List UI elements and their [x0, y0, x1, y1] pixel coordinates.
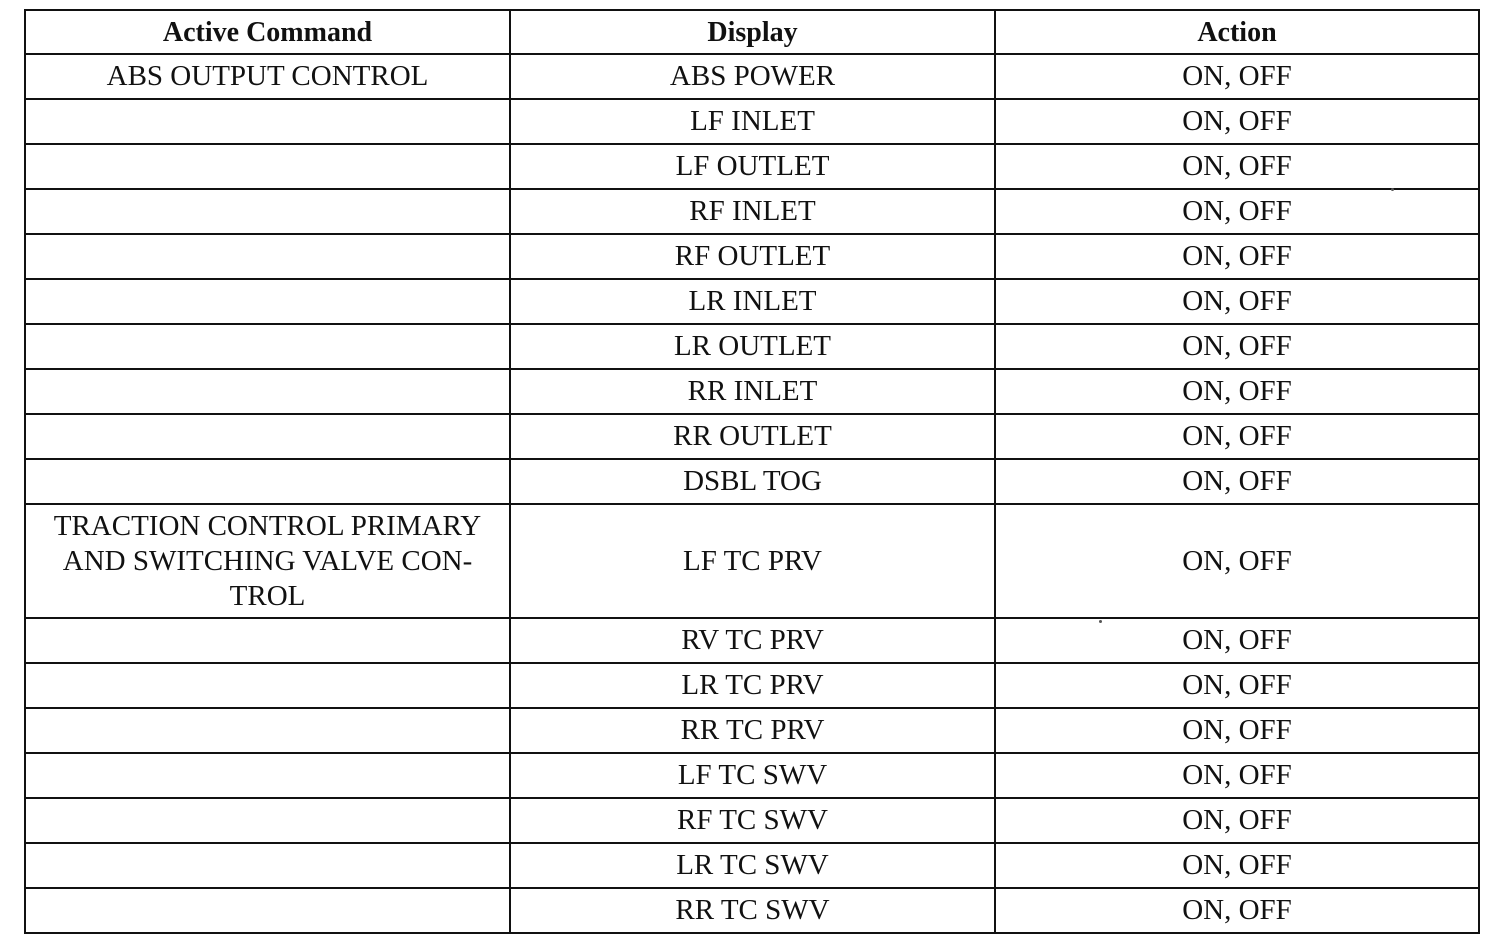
display-cell: RR INLET [510, 369, 995, 414]
table-row [25, 234, 1479, 279]
display-cell: LF OUTLET [510, 144, 995, 189]
action-cell: ON, OFF [995, 843, 1479, 888]
action-cell: ON, OFF [995, 798, 1479, 843]
display-cell: LR OUTLET [510, 324, 995, 369]
table-row [25, 753, 1479, 798]
display-cell: RV TC PRV [510, 618, 995, 663]
action-cell: ON, OFF [995, 504, 1479, 618]
table-row [25, 663, 1479, 708]
command-cell [25, 753, 510, 798]
action-cell: ON, OFF [995, 888, 1479, 933]
display-cell: LF TC PRV [510, 504, 995, 618]
action-cell: ON, OFF [995, 459, 1479, 504]
table-row [25, 99, 1479, 144]
command-cell [25, 888, 510, 933]
header-active-command: Active Command [25, 10, 510, 54]
action-cell: ON, OFF [995, 189, 1479, 234]
table-row [25, 798, 1479, 843]
active-command-table [24, 9, 1480, 934]
action-cell: ON, OFF [995, 618, 1479, 663]
action-cell: ON, OFF [995, 663, 1479, 708]
display-cell: RF TC SWV [510, 798, 995, 843]
table-row [25, 459, 1479, 504]
action-cell: ON, OFF [995, 99, 1479, 144]
command-cell: ABS OUTPUT CONTROL [25, 54, 510, 99]
table-row [25, 504, 1479, 618]
action-cell: ON, OFF [995, 324, 1479, 369]
command-cell: TRACTION CONTROL PRIMARY AND SWITCHING VALVE CON- TROL [25, 504, 510, 618]
command-cell [25, 144, 510, 189]
scan-speck [1391, 188, 1394, 191]
table-row [25, 54, 1479, 99]
command-table-container [24, 9, 1478, 934]
table-row [25, 189, 1479, 234]
table-row [25, 708, 1479, 753]
action-cell: ON, OFF [995, 234, 1479, 279]
header-action: Action [995, 10, 1479, 54]
command-cell [25, 324, 510, 369]
command-cell [25, 414, 510, 459]
display-cell: LR TC SWV [510, 843, 995, 888]
display-cell: ABS POWER [510, 54, 995, 99]
table-row [25, 888, 1479, 933]
display-cell: LR INLET [510, 279, 995, 324]
command-cell [25, 708, 510, 753]
action-cell: ON, OFF [995, 708, 1479, 753]
table-header-row [25, 10, 1479, 54]
display-cell: RF INLET [510, 189, 995, 234]
command-cell [25, 459, 510, 504]
display-cell: DSBL TOG [510, 459, 995, 504]
display-cell: RR OUTLET [510, 414, 995, 459]
action-cell: ON, OFF [995, 279, 1479, 324]
command-cell [25, 843, 510, 888]
scan-speck [1099, 620, 1102, 623]
command-cell [25, 234, 510, 279]
display-cell: LF INLET [510, 99, 995, 144]
command-cell [25, 189, 510, 234]
display-cell: LF TC SWV [510, 753, 995, 798]
action-cell: ON, OFF [995, 369, 1479, 414]
command-cell [25, 369, 510, 414]
action-cell: ON, OFF [995, 54, 1479, 99]
display-cell: LR TC PRV [510, 663, 995, 708]
command-cell [25, 279, 510, 324]
action-cell: ON, OFF [995, 414, 1479, 459]
action-cell: ON, OFF [995, 144, 1479, 189]
table-row [25, 144, 1479, 189]
header-display: Display [510, 10, 995, 54]
action-cell: ON, OFF [995, 753, 1479, 798]
table-row [25, 369, 1479, 414]
table-row [25, 618, 1479, 663]
table-row [25, 324, 1479, 369]
command-cell [25, 798, 510, 843]
table-row [25, 414, 1479, 459]
command-cell [25, 99, 510, 144]
table-row [25, 279, 1479, 324]
display-cell: RR TC PRV [510, 708, 995, 753]
display-cell: RF OUTLET [510, 234, 995, 279]
display-cell: RR TC SWV [510, 888, 995, 933]
command-cell [25, 618, 510, 663]
command-cell [25, 663, 510, 708]
table-row [25, 843, 1479, 888]
